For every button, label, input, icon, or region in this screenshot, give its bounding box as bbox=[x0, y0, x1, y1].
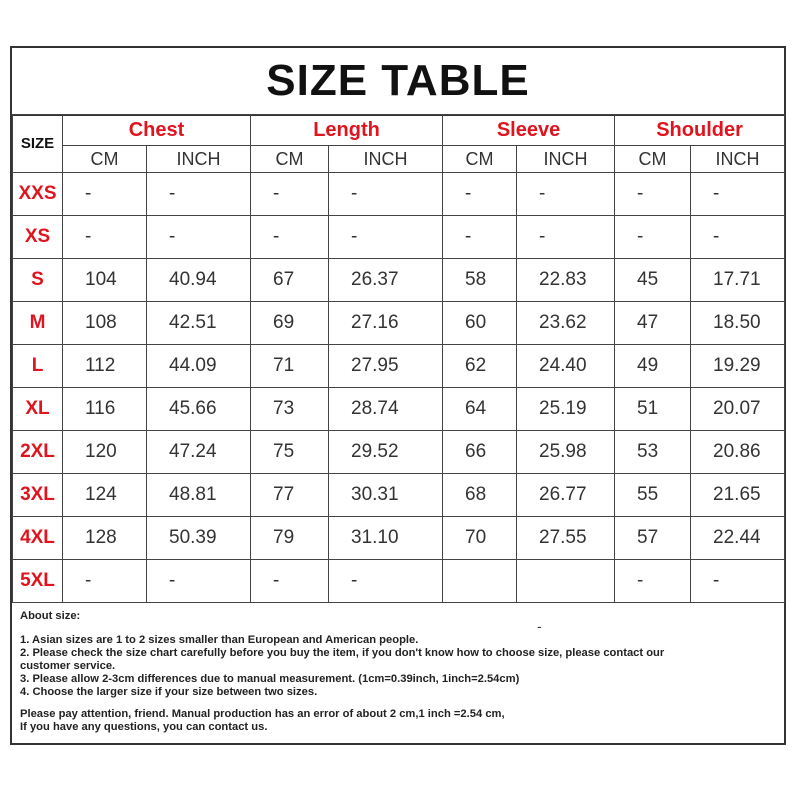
size-label: XXS bbox=[13, 173, 63, 216]
unit-header: INCH bbox=[147, 146, 251, 173]
unit-header: CM bbox=[63, 146, 147, 173]
measurement-cell: - bbox=[329, 173, 443, 216]
measurement-cell: 68 bbox=[443, 474, 517, 517]
measurement-cell: 24.40 bbox=[517, 345, 615, 388]
measurement-cell: 48.81 bbox=[147, 474, 251, 517]
size-label: 3XL bbox=[13, 474, 63, 517]
table-row bbox=[13, 517, 785, 560]
measurement-cell: - bbox=[251, 216, 329, 259]
measurement-cell: 120 bbox=[63, 431, 147, 474]
notes-footer-line: Please pay attention, friend. Manual production has an error of about 2 cm,1 inch =2.54 cm, bbox=[20, 708, 505, 720]
measurement-cell: 60 bbox=[443, 302, 517, 345]
unit-header: INCH bbox=[329, 146, 443, 173]
measurement-cell: 45 bbox=[615, 259, 691, 302]
measurement-cell: 51 bbox=[615, 388, 691, 431]
measurement-cell: 31.10 bbox=[329, 517, 443, 560]
note-item: 1. Asian sizes are 1 to 2 sizes smaller than European and American people. bbox=[20, 634, 419, 646]
measurement-cell: 62 bbox=[443, 345, 517, 388]
measurement-cell: 45.66 bbox=[147, 388, 251, 431]
measurement-cell: 27.16 bbox=[329, 302, 443, 345]
measurement-cell: 25.19 bbox=[517, 388, 615, 431]
measurement-cell: 69 bbox=[251, 302, 329, 345]
table-row bbox=[13, 431, 785, 474]
unit-header: INCH bbox=[691, 146, 785, 173]
unit-header: CM bbox=[443, 146, 517, 173]
measurement-cell: 27.55 bbox=[517, 517, 615, 560]
measurement-cell: 112 bbox=[63, 345, 147, 388]
measurement-cell: 25.98 bbox=[517, 431, 615, 474]
measurement-cell: 27.95 bbox=[329, 345, 443, 388]
measurement-cell: 21.65 bbox=[691, 474, 785, 517]
table-title: SIZE TABLE bbox=[12, 48, 784, 116]
measurement-cell: - bbox=[615, 173, 691, 216]
size-label: 4XL bbox=[13, 517, 63, 560]
unit-header: CM bbox=[615, 146, 691, 173]
measurement-cell: 128 bbox=[63, 517, 147, 560]
measurement-cell: 22.83 bbox=[517, 259, 615, 302]
measurement-cell: - bbox=[329, 560, 443, 603]
measurement-cell: - bbox=[615, 216, 691, 259]
size-notes bbox=[20, 610, 776, 734]
measurement-cell: - bbox=[147, 173, 251, 216]
measurement-cell: - bbox=[691, 173, 785, 216]
measurement-cell: - bbox=[63, 216, 147, 259]
size-label: L bbox=[13, 345, 63, 388]
measurement-cell: 17.71 bbox=[691, 259, 785, 302]
table-row bbox=[13, 302, 785, 345]
measurement-cell: 70 bbox=[443, 517, 517, 560]
measurement-cell: - bbox=[517, 216, 615, 259]
stray-dash: - bbox=[537, 618, 542, 634]
measurement-cell: 26.77 bbox=[517, 474, 615, 517]
measurement-cell: - bbox=[147, 216, 251, 259]
measurement-cell: - bbox=[517, 173, 615, 216]
measurement-cell: 44.09 bbox=[147, 345, 251, 388]
measurement-cell: 79 bbox=[251, 517, 329, 560]
note-item: 4. Choose the larger size if your size between two sizes. bbox=[20, 686, 318, 698]
measurement-cell: - bbox=[691, 216, 785, 259]
size-label: 2XL bbox=[13, 431, 63, 474]
measurement-cell: - bbox=[147, 560, 251, 603]
unit-header: INCH bbox=[517, 146, 615, 173]
note-item: customer service. bbox=[20, 660, 116, 672]
measurement-cell: 28.74 bbox=[329, 388, 443, 431]
size-label: XL bbox=[13, 388, 63, 431]
measurement-cell: 50.39 bbox=[147, 517, 251, 560]
measurement-cell: 20.86 bbox=[691, 431, 785, 474]
size-label: XS bbox=[13, 216, 63, 259]
measurement-cell: 40.94 bbox=[147, 259, 251, 302]
note-item: 2. Please check the size chart carefully before you buy the item, if you don't know how to choose size, please contact our bbox=[20, 647, 665, 659]
notes-footer-line: If you have any questions, you can contact us. bbox=[20, 721, 268, 733]
size-table bbox=[12, 114, 785, 603]
measurement-cell: - bbox=[691, 560, 785, 603]
size-label: M bbox=[13, 302, 63, 345]
group-header-sleeve: Sleeve bbox=[443, 115, 615, 146]
notes-heading: About size: bbox=[20, 610, 81, 622]
size-label: S bbox=[13, 259, 63, 302]
measurement-cell: 124 bbox=[63, 474, 147, 517]
measurement-cell: 104 bbox=[63, 259, 147, 302]
unit-header-row bbox=[13, 146, 785, 173]
measurement-cell: 116 bbox=[63, 388, 147, 431]
measurement-cell: 22.44 bbox=[691, 517, 785, 560]
size-column-header: SIZE bbox=[13, 115, 63, 173]
measurement-cell: - bbox=[615, 560, 691, 603]
measurement-cell: 58 bbox=[443, 259, 517, 302]
measurement-cell: 64 bbox=[443, 388, 517, 431]
table-row bbox=[13, 216, 785, 259]
measurement-cell: 20.07 bbox=[691, 388, 785, 431]
measurement-cell: 18.50 bbox=[691, 302, 785, 345]
measurement-cell: - bbox=[329, 216, 443, 259]
measurement-cell: 71 bbox=[251, 345, 329, 388]
measurement-cell: 55 bbox=[615, 474, 691, 517]
measurement-cell: 66 bbox=[443, 431, 517, 474]
table-row bbox=[13, 345, 785, 388]
table-row bbox=[13, 560, 785, 603]
measurement-cell: - bbox=[63, 173, 147, 216]
measurement-cell: - bbox=[251, 173, 329, 216]
table-row bbox=[13, 259, 785, 302]
measurement-cell bbox=[517, 560, 615, 603]
measurement-cell: 23.62 bbox=[517, 302, 615, 345]
measurement-cell: 77 bbox=[251, 474, 329, 517]
size-table-frame bbox=[10, 46, 786, 745]
measurement-cell: 108 bbox=[63, 302, 147, 345]
measurement-cell: - bbox=[443, 173, 517, 216]
measurement-cell: 57 bbox=[615, 517, 691, 560]
measurement-cell: 53 bbox=[615, 431, 691, 474]
measurement-cell: 49 bbox=[615, 345, 691, 388]
table-row bbox=[13, 388, 785, 431]
unit-header: CM bbox=[251, 146, 329, 173]
measurement-cell: 30.31 bbox=[329, 474, 443, 517]
group-header-chest: Chest bbox=[63, 115, 251, 146]
measurement-cell: 73 bbox=[251, 388, 329, 431]
group-header-length: Length bbox=[251, 115, 443, 146]
table-row bbox=[13, 173, 785, 216]
measurement-cell: 42.51 bbox=[147, 302, 251, 345]
measurement-cell: 47 bbox=[615, 302, 691, 345]
measurement-cell: - bbox=[63, 560, 147, 603]
measurement-cell: - bbox=[251, 560, 329, 603]
measurement-cell: 19.29 bbox=[691, 345, 785, 388]
measurement-cell: 75 bbox=[251, 431, 329, 474]
measurement-cell: 29.52 bbox=[329, 431, 443, 474]
table-row bbox=[13, 474, 785, 517]
measurement-cell: 26.37 bbox=[329, 259, 443, 302]
size-label: 5XL bbox=[13, 560, 63, 603]
group-header-row bbox=[13, 115, 785, 146]
measurement-cell: 47.24 bbox=[147, 431, 251, 474]
measurement-cell: 67 bbox=[251, 259, 329, 302]
measurement-cell bbox=[443, 560, 517, 603]
group-header-shoulder: Shoulder bbox=[615, 115, 785, 146]
note-item: 3. Please allow 2-3cm differences due to manual measurement. (1cm=0.39inch, 1inch=2.54cm) bbox=[20, 673, 520, 685]
measurement-cell: - bbox=[443, 216, 517, 259]
